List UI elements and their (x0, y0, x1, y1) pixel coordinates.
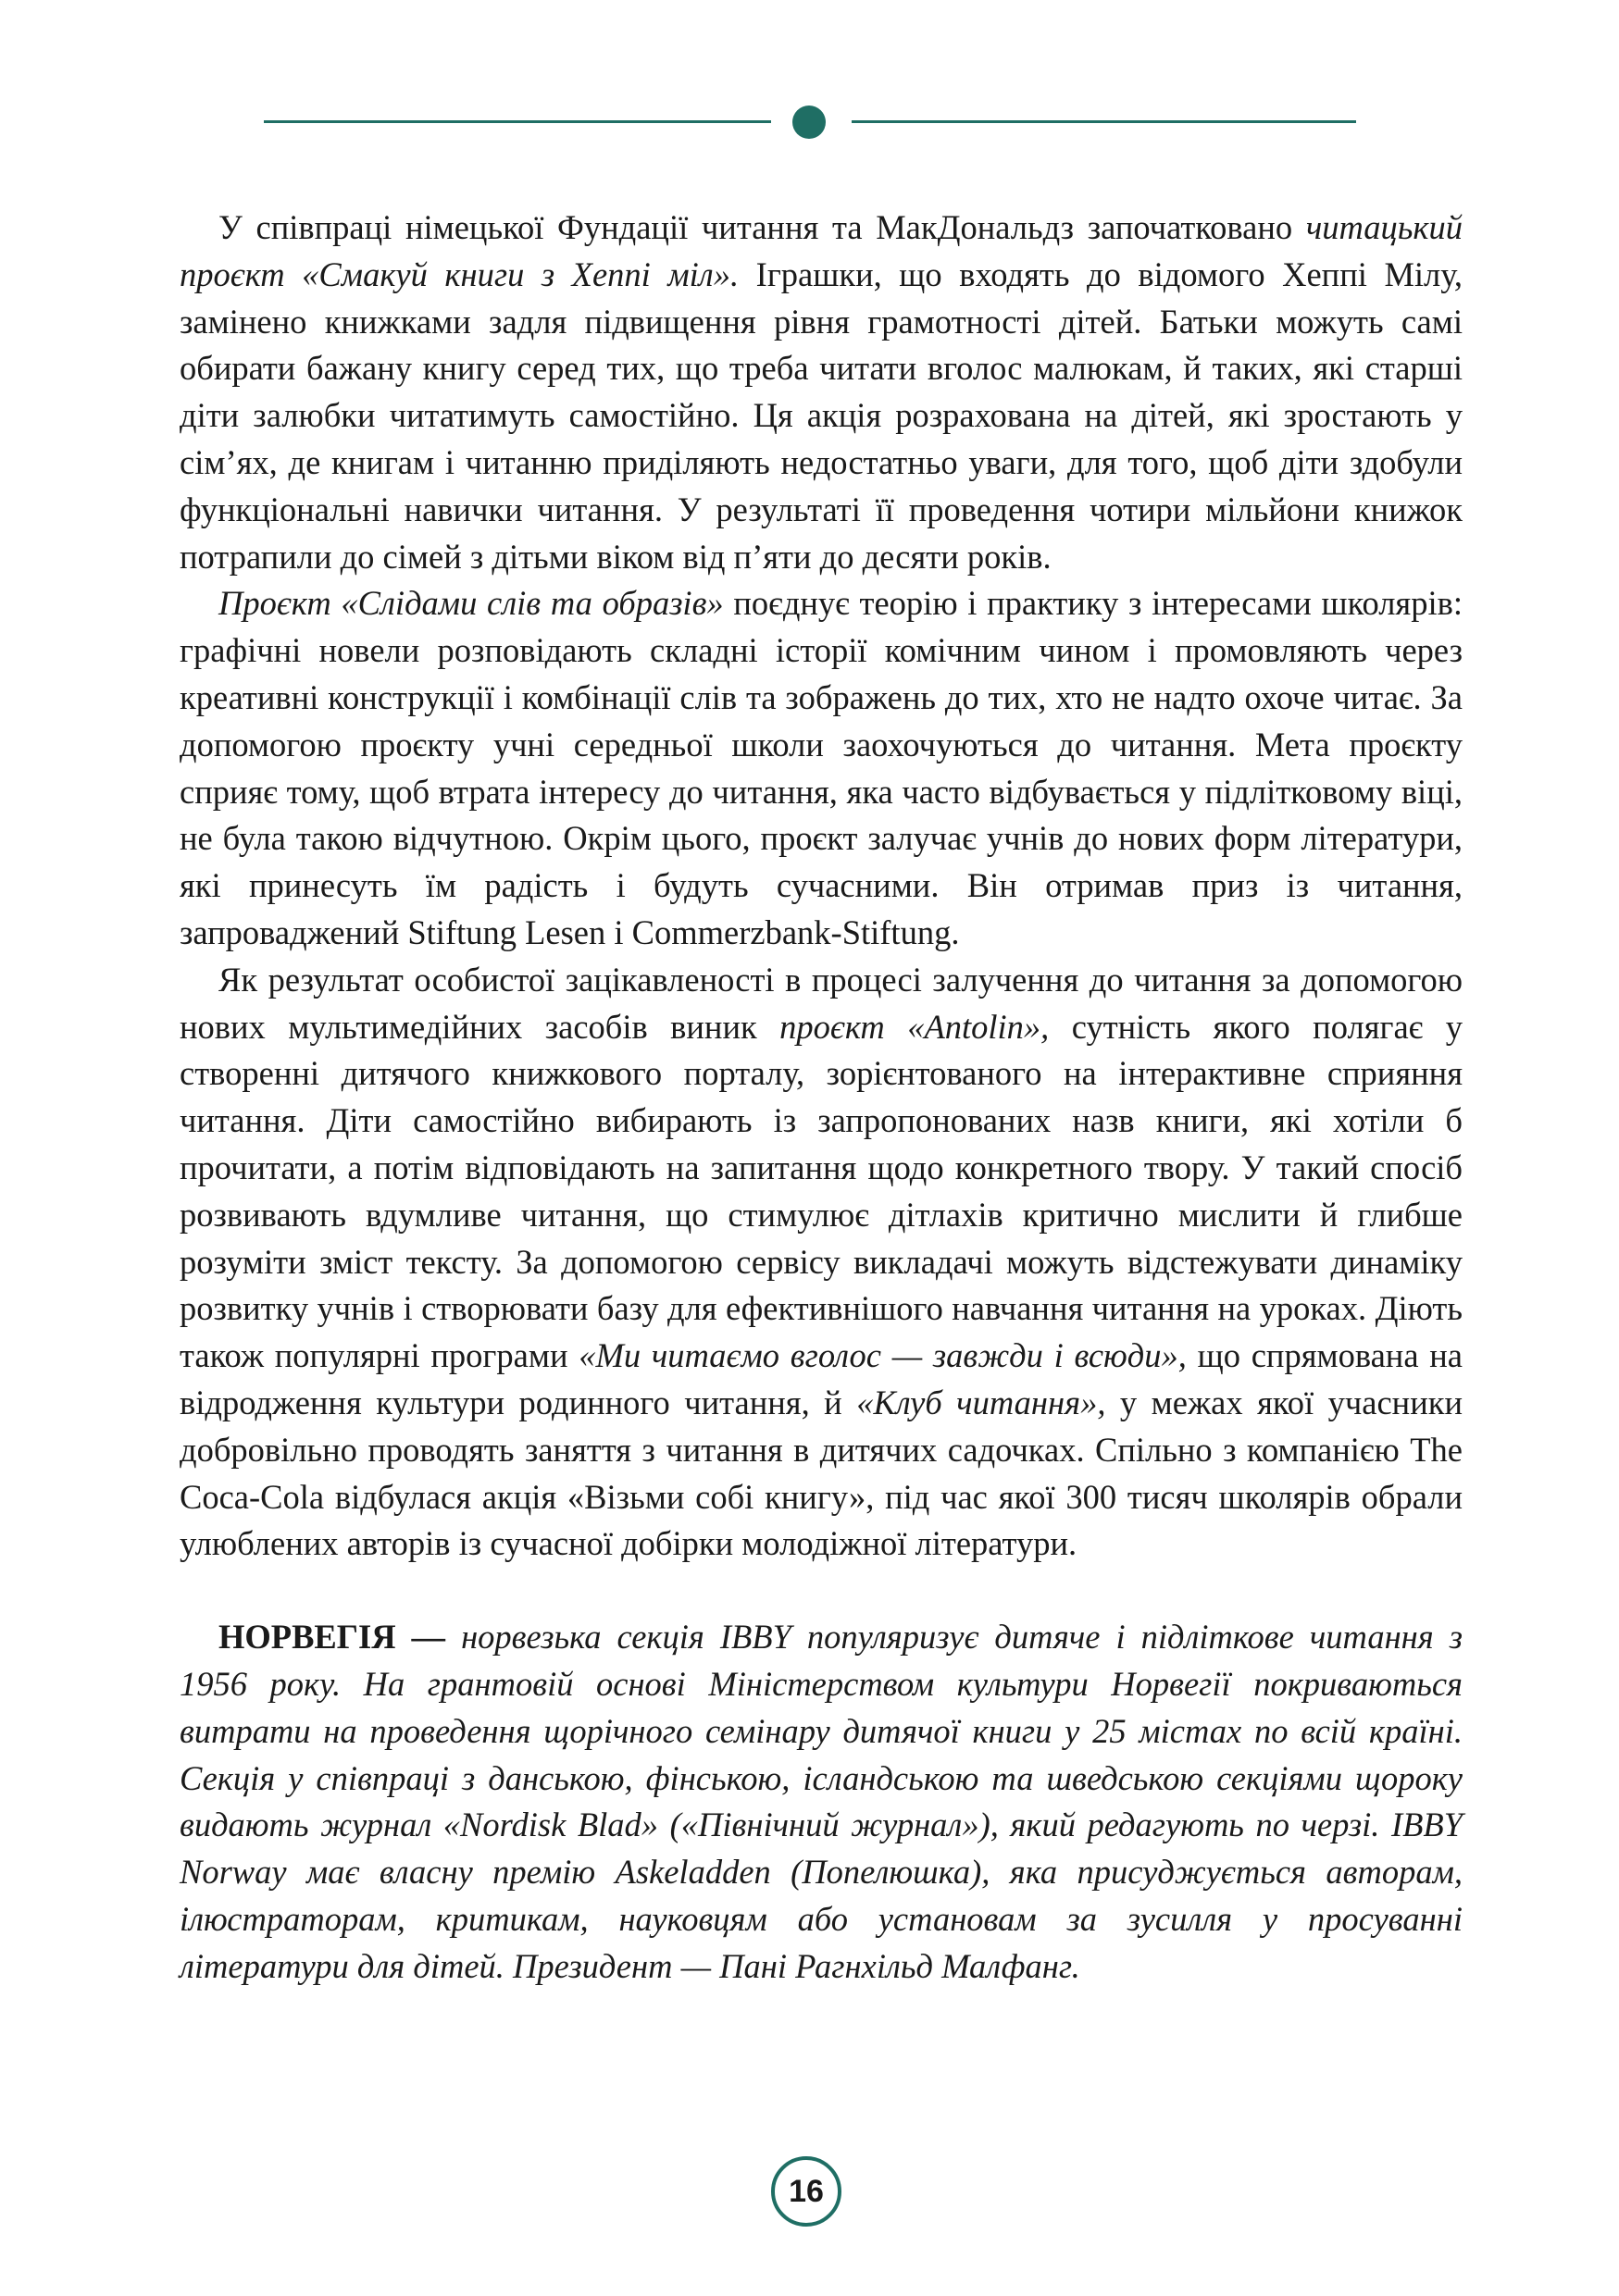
paragraph-text: Як результат особистої зацікавленості в процесі залучення до читання за допомогою нових мультимедійних засобів виник (180, 960, 1463, 1046)
program-title-read-aloud: «Ми читаємо вголос — завжди і всюди», (579, 1336, 1187, 1375)
program-title-reading-club: «Клуб читання», (856, 1383, 1106, 1421)
section-heading-norway: НОРВЕГІЯ — (218, 1618, 446, 1657)
paragraph-text: сутність якого полягає у створенні дитячого книжкового порталу, зорієнтованого на інтерактивне сприяння читання. Діти самостійно вибирають із запропонованих назв книги, які хотіли б прочитати, а потім відповідають на запитання щодо конкретного твору. У такий спосіб розвивають вдумливе читання, що стимулює дітлахів критично мислити й глибше розуміти зміст тексту. За допомогою сервісу викладачі можуть відстежувати динаміку розвитку учнів і створювати базу для ефективнішого навчання читання на уроках. Діють також популярні програми (180, 1007, 1463, 1375)
paragraph-antolin (180, 957, 1463, 1568)
section-norway (180, 1614, 1463, 1990)
header-dot-ornament (792, 105, 826, 139)
paragraph-text: у межах якої учасники добровільно проводять заняття з читання в дитячих садочках. Спільно з компанією The Coca-Cola відбулася акція «Візьми собі книгу», під час якої 300 тисяч школярів обрали улюблених авторів із сучасної добірки молодіжної літератури. (180, 1383, 1463, 1563)
header-rule-right (852, 120, 1356, 123)
header-ornament (264, 104, 1356, 141)
paragraph-text: поєднує теорію і практику з інтересами школярів: графічні новели розповідають складні історії комічним чином і промовляють через креативні конструкції і комбінації слів та зображень до тих, хто не надто охоче читає. За допомогою проєкту учні середньої школи заохочуються до читання. Мета проєкту сприяє тому, щоб втрата інтересу до читання, яка часто відбувається у підлітковому віці, не була такою відчутною. Окрім цього, проєкт залучає учнів до нових форм літератури, які принесуть їм радість і будуть сучасними. Він отримав приз із читання, запроваджений Stiftung Lesen і Commerzbank-Stiftung. (180, 584, 1463, 951)
page-number-badge (771, 2156, 841, 2227)
header-rule-left (264, 120, 771, 123)
project-title-happy-meal: читацький проєкт «Смакуй книги з Хеппі міл». (180, 208, 1463, 293)
paragraph-happy-meal (180, 205, 1463, 580)
page-number: 16 (789, 2173, 824, 2209)
paragraph-words-images (180, 580, 1463, 956)
section-text-norway: норвезька секція IBBY популяризує дитяче і підліткове читання з 1956 року. На грантовій основі Міністерством культури Норвегії покриваються витрати на проведення щорічного семінару дитячої книги у 25 містах по всій країні. Секція у співпраці з данською, фінською, ісландською та шведською секціями щороку видають журнал «Nordisk Blad» («Північний журнал»), який редагують по черзі. IBBY Norway має власну премію Askeladden (Попелюшка), яка присуджується авторам, ілюстраторам, критикам, науковцям або установам за зусилля у просуванні літератури для дітей. Президент — Пані Рагнхільд Малфанг. (180, 1618, 1463, 1985)
paragraph-text: У співпраці німецької Фундації читання та МакДональдз започатковано (218, 208, 1306, 246)
project-title-antolin: проєкт «Antolin», (779, 1007, 1050, 1046)
project-title-words-images: Проєкт «Слідами слів та образів» (218, 584, 724, 623)
paragraph-text: Іграшки, що входять до відомого Хеппі Мілу, замінено книжками задля підвищення рівня грамотності дітей. Батьки можуть самі обирати бажану книгу серед тих, що треба читати вголос малюкам, й таких, які старші діти залюбки читатимуть самостійно. Ця акція розрахована на дітей, які зростають у сім’ях, де книгам і читанню приділяють недостатньо уваги, для того, щоб діти здобули функціональні навички читання. У результаті її проведення чотири мільйони книжок потрапили до сімей з дітьми віком від п’яти до десяти років. (180, 254, 1463, 576)
paragraph-text: що спрямована на відродження культури родинного читання, й (180, 1336, 1463, 1421)
page-body (180, 205, 1463, 1990)
